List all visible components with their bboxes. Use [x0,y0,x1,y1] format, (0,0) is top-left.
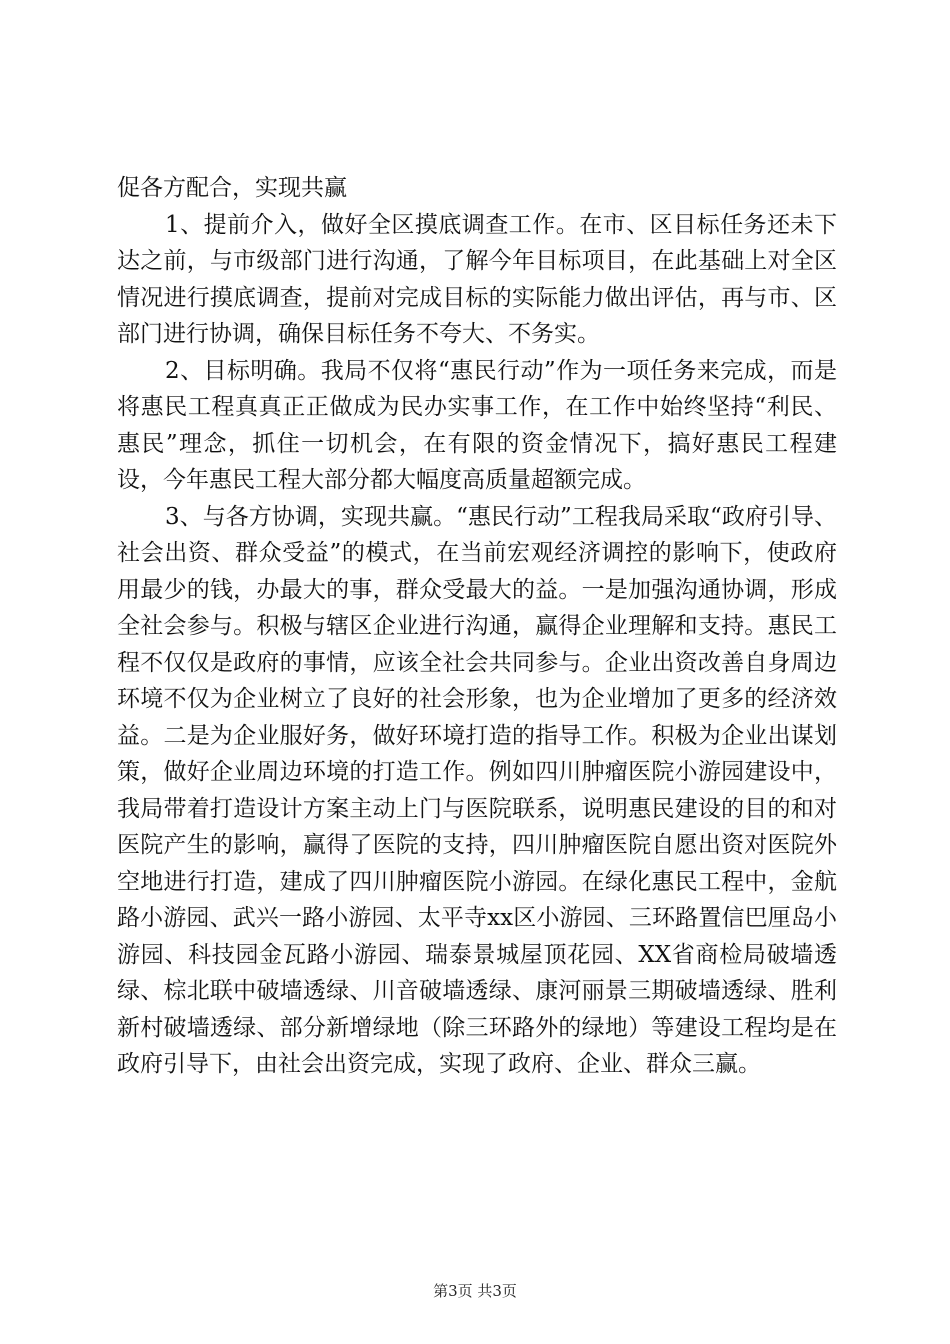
paragraph-3: 3、与各方协调，实现共赢。“惠民行动”工程我局采取“政府引导、社会出资、群众受益”的模式，在当前宏观经济调控的影响下，使政府用最少的钱，办最大的事，群众受最大的益。一是加强沟通协调，形成全社会参与。积极与辖区企业进行沟通，赢得企业理解和支持。惠民工程不仅仅是政府的事情，应该全社会共同参与。企业出资改善自身周边环境不仅为企业树立了良好的社会形象，也为企业增加了更多的经济效益。二是为企业服好务，做好环境打造的指导工作。积极为企业出谋划策，做好企业周边环境的打造工作。例如四川肿瘤医院小游园建设中，我局带着打造设计方案主动上门与医院联系，说明惠民建设的目的和对医院产生的影响，赢得了医院的支持，四川肿瘤医院自愿出资对医院外空地进行打造，建成了四川肿瘤医院小游园。在绿化惠民工程中，金航路小游园、武兴一路小游园、太平寺xx区小游园、三环路置信巴厘岛小游园、科技园金瓦路小游园、瑞泰景城屋顶花园、XX省商检局破墙透绿、棕北联中破墙透绿、川音破墙透绿、康河丽景三期破墙透绿、胜利新村破墙透绿、部分新增绿地（除三环路外的绿地）等建设工程均是在政府引导下，由社会出资完成，实现了政府、企业、群众三赢。 [117,503,837,1077]
paragraph-1: 1、提前介入，做好全区摸底调查工作。在市、区目标任务还未下达之前，与市级部门进行沟通，了解今年目标项目，在此基础上对全区情况进行摸底调查，提前对完成目标的实际能力做出评估，再与市、区部门进行协调，确保目标任务不夸大、不务实。 [117,211,837,347]
paragraph-2: 2、目标明确。我局不仅将“惠民行动”作为一项任务来完成，而是将惠民工程真真正正做成为民办实事工作，在工作中始终坚持“利民、惠民”理念，抓住一切机会，在有限的资金情况下，搞好惠民工程建设，今年惠民工程大部分都大幅度高质量超额完成。 [117,357,837,493]
page-footer: 第3页 共3页 [433,1282,517,1300]
document-body [117,170,837,1083]
heading-fragment: 促各方配合，实现共赢 [117,175,347,201]
